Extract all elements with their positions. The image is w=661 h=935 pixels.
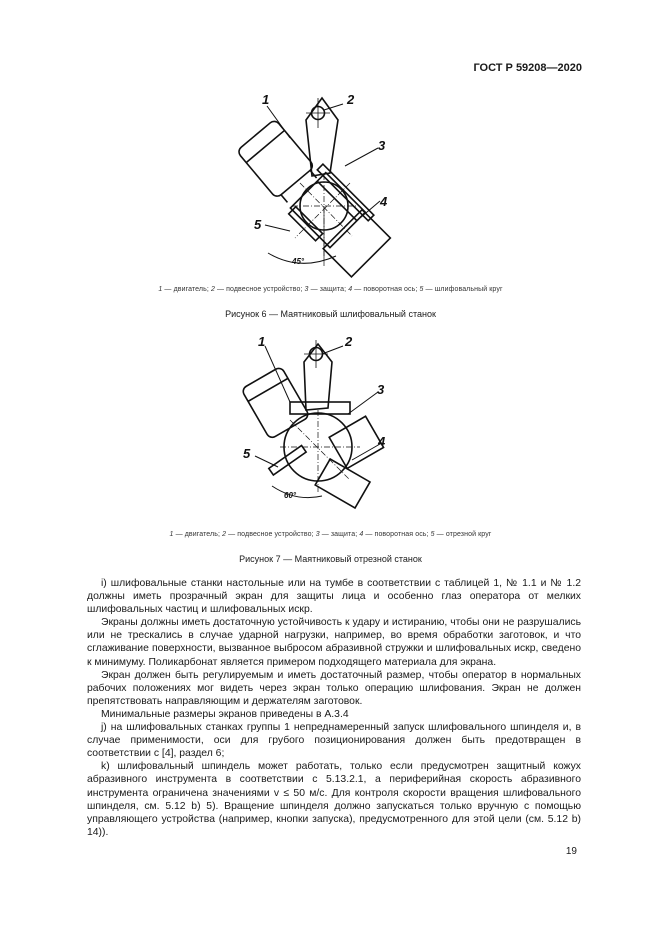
fig7-label-3: 3: [377, 382, 385, 397]
document-code: ГОСТ Р 59208—2020: [473, 62, 582, 74]
legend-text: — поворотная ось;: [363, 531, 431, 538]
paragraph-min-size: Минимальные размеры экранов приведены в А.3.4: [101, 708, 349, 720]
fig7-label-2: 2: [345, 334, 353, 349]
legend-text: — двигатель;: [173, 531, 223, 538]
legend-text: — защита;: [319, 531, 360, 538]
paragraph-i: i) шлифовальные станки настольные или на тумбе в соответствии с таблицей 1, № 1.1 и № 1.2 должны иметь прозрачный экран для защиты лица и особенно глаз оператора от мелких шлифовальных частиц и шлифовальных искр.: [87, 578, 581, 616]
fig6-label-5: 5: [254, 217, 262, 232]
figure-6-legend: [0, 286, 661, 293]
legend-num: 1: [169, 531, 174, 538]
figure-6-drawing: [0, 88, 661, 288]
page-number: 19: [565, 846, 577, 857]
figure-7-caption: Рисунок 7 — Маятниковый отрезной станок: [239, 554, 422, 564]
fig7-motor: [241, 366, 310, 439]
legend-num: 4: [359, 531, 364, 538]
fig7-guard: [329, 416, 383, 468]
legend-text: — подвесное устройство;: [214, 286, 305, 293]
legend-text: — двигатель;: [162, 286, 211, 293]
paragraph-j: j) на шлифовальных станках группы 1 непреднамеренный запуск шлифовального шпинделя и, в случае применимости, оси для грубого позиционирования должен быть предотвращен в соответствии с [4], раздел 6;: [87, 722, 581, 760]
legend-text: — защита;: [308, 286, 349, 293]
fig7-label-1: 1: [258, 334, 266, 349]
fig6-label-2: 2: [347, 92, 355, 107]
fig6-motor: [237, 119, 322, 206]
legend-text: — шлифовальный круг: [423, 286, 503, 293]
figure-7-legend: [0, 531, 661, 538]
legend-text: — подвесное устройство;: [226, 531, 316, 538]
fig6-wheel: [289, 207, 323, 241]
paragraph-screen-adjust: Экран должен быть регулируемым и иметь достаточный размер, чтобы оператор в нормальных рабочих положениях мог видеть через экран только операцию шлифования. Экран не должен препятствовать направляющим и держателям заготовок.: [87, 669, 581, 707]
paragraph-k: k) шлифовальный шпиндель может работать, только если предусмотрен защитный кожух абразивного инструмента в соответствии с 5.13.2.1, а периферийная скорость абразивного инструмента ограничена значениями v ≤ 50 м/с. Для контроля скорости вращения шлифовального шпинделя, см. 5.12 b) 5). Вращение шпинделя должно запускаться только вручную с помощью управляющего устройства (например, кнопки запуска), предусмотренного для этой цели (см. 5.12 b) 14)).: [87, 761, 581, 838]
legend-text: — поворотная ось;: [352, 286, 420, 293]
fig6-angle: 45°: [292, 257, 305, 266]
figure-7-svg: [0, 332, 661, 512]
figure-6-svg: [0, 88, 661, 288]
paragraph-screens: Экраны должны иметь достаточную устойчивость к удару и истиранию, чтобы они не разрушались или не трескались в случае ударной нагрузки, например, во время обработки заготовок, и что сглаживание поверхности, вызванное выбросом абразивной стружки и шлифовальных искр, сведено к минимуму. Поликарбонат является примером подходящего материала для экрана.: [87, 617, 581, 668]
fig6-label-3: 3: [378, 138, 386, 153]
legend-num: 2: [222, 531, 227, 538]
fig7-label-5: 5: [243, 446, 251, 461]
body-text: [87, 577, 581, 839]
fig7-angle: 60°: [284, 491, 297, 500]
legend-num: 5: [419, 286, 424, 293]
legend-num: 4: [348, 286, 353, 293]
legend-num: 1: [158, 286, 163, 293]
fig6-label-4: 4: [380, 194, 388, 209]
fig6-label-1: 1: [262, 92, 270, 107]
fig7-label-4: 4: [378, 434, 386, 449]
fig7-pivot-body: [315, 459, 370, 508]
figure-7-drawing: [0, 332, 661, 512]
legend-num: 3: [304, 286, 309, 293]
legend-text: — отрезной круг: [434, 531, 492, 538]
figure-6-caption: Рисунок 6 — Маятниковый шлифовальный станок: [225, 309, 436, 319]
legend-num: 3: [315, 531, 320, 538]
legend-num: 5: [430, 531, 435, 538]
legend-num: 2: [210, 286, 215, 293]
